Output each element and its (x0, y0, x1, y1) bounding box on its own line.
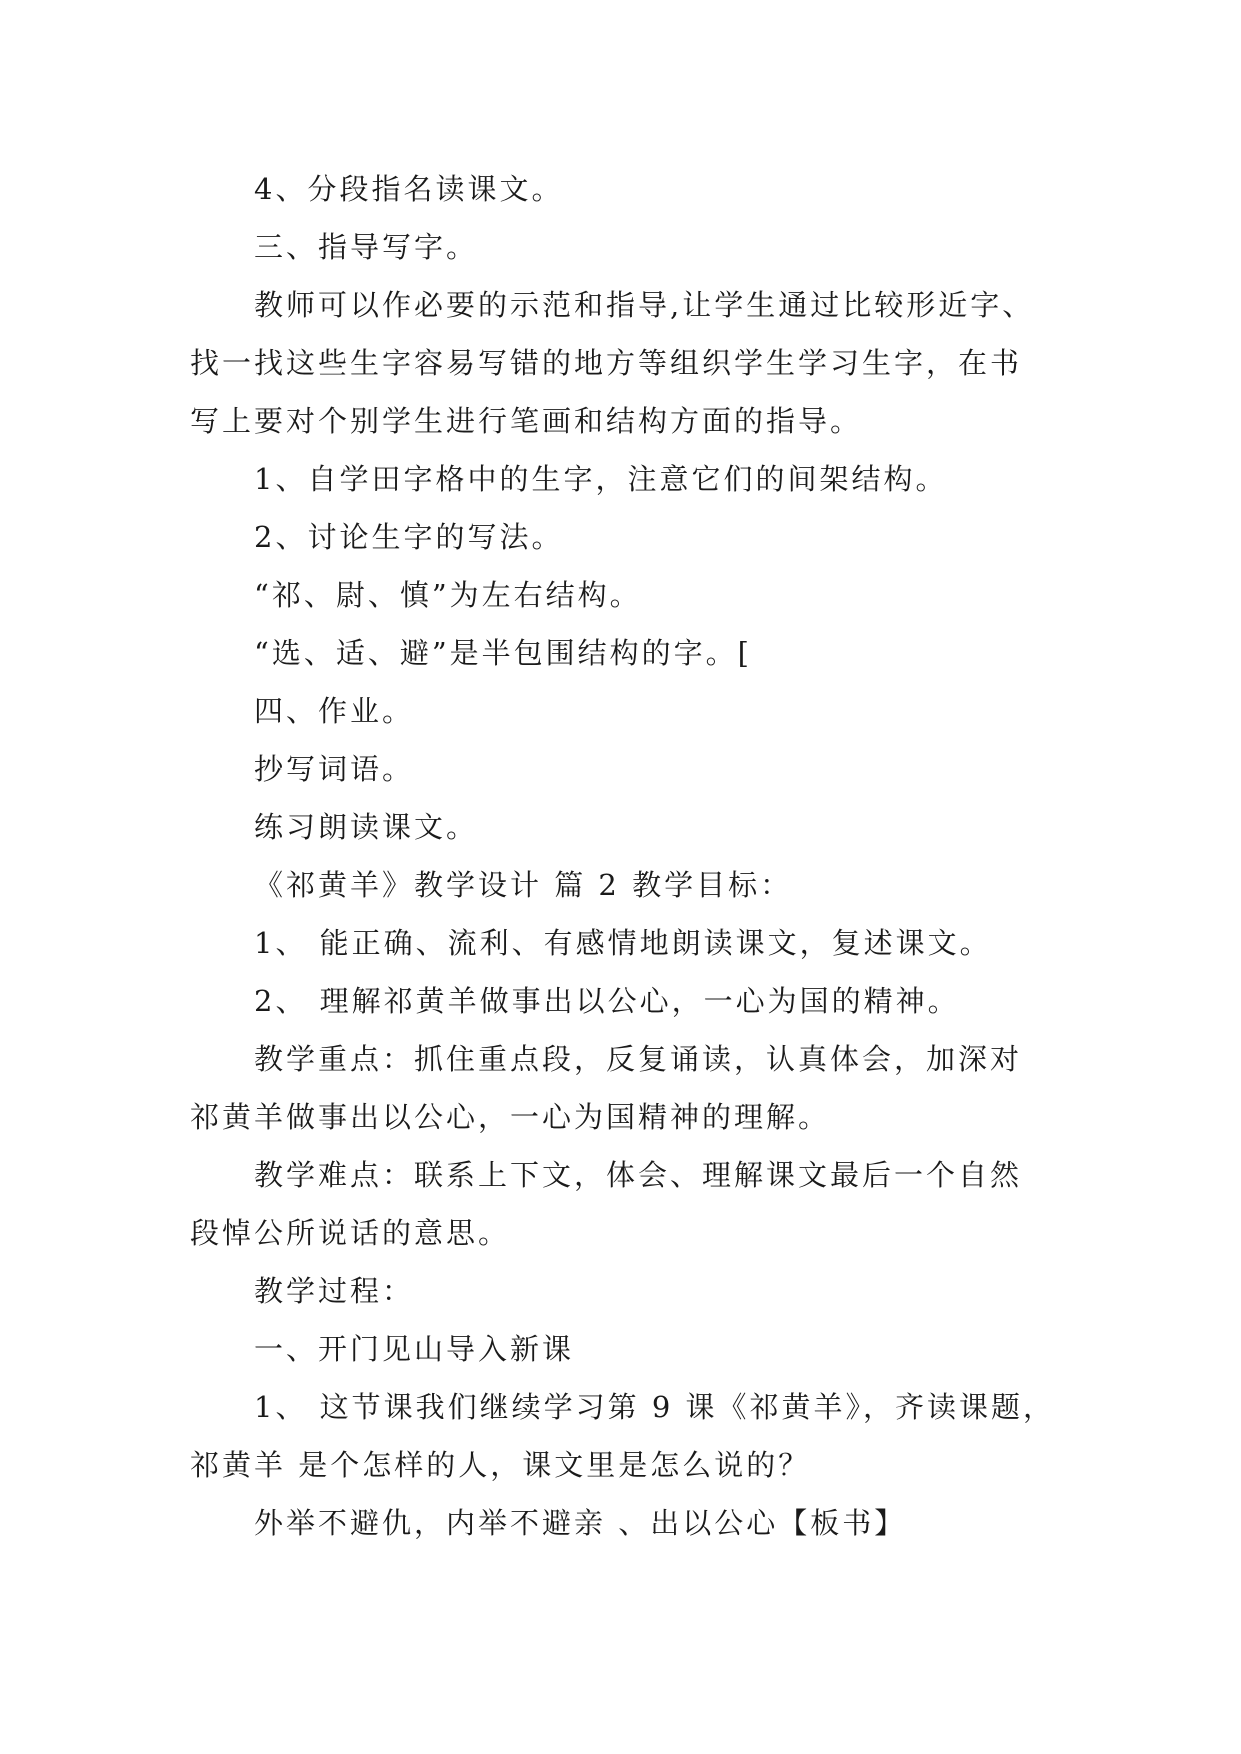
section-heading: 三、指导写字。 (254, 230, 479, 264)
paragraph-line: 1、 这节课我们继续学习第 9 课《祁黄羊》，齐读课题， (254, 1390, 1056, 1424)
paragraph-line: “选、适、避”是半包围结构的字。[ (254, 636, 752, 670)
paragraph-line: 找一找这些生字容易写错的地方等组织学生学习生字，在书 (190, 346, 1023, 380)
paragraph-line: 教学重点：抓住重点段，反复诵读，认真体会，加深对 (254, 1042, 1023, 1076)
paragraph-line: 外举不避仇，内举不避亲 、出以公心【板书】 (254, 1506, 907, 1540)
section-heading: 一、开门见山导入新课 (254, 1332, 575, 1366)
paragraph-line: 1、自学田字格中的生字，注意它们的间架结构。 (254, 462, 948, 496)
paragraph-line: 抄写词语。 (254, 752, 415, 786)
paragraph-line: 教师可以作必要的示范和指导,让学生通过比较形近字、 (254, 288, 1035, 322)
paragraph-line: 祁黄羊 是个怎样的人，课文里是怎么说的？ (190, 1448, 811, 1482)
paragraph-line: 段悼公所说话的意思。 (190, 1216, 511, 1250)
paragraph-line: 祁黄羊做事出以公心，一心为国精神的理解。 (190, 1100, 831, 1134)
paragraph-line: 写上要对个别学生进行笔画和结构方面的指导。 (190, 404, 863, 438)
paragraph-line: 练习朗读课文。 (254, 810, 479, 844)
section-heading: 教学过程： (254, 1274, 415, 1308)
goal-item: 2、 理解祁黄羊做事出以公心，一心为国的精神。 (254, 984, 960, 1018)
section-heading: 四、作业。 (254, 694, 415, 728)
document-body (190, 160, 1090, 1552)
paragraph-line: 2、讨论生字的写法。 (254, 520, 564, 554)
paragraph-line: “祁、尉、慎”为左右结构。 (254, 578, 642, 612)
design-title-line: 《祁黄羊》教学设计 篇 2 教学目标： (254, 868, 793, 902)
paragraph-line: 教学难点：联系上下文，体会、理解课文最后一个自然 (254, 1158, 1023, 1192)
paragraph-line: 4、分段指名读课文。 (254, 172, 564, 206)
goal-item: 1、 能正确、流利、有感情地朗读课文，复述课文。 (254, 926, 992, 960)
